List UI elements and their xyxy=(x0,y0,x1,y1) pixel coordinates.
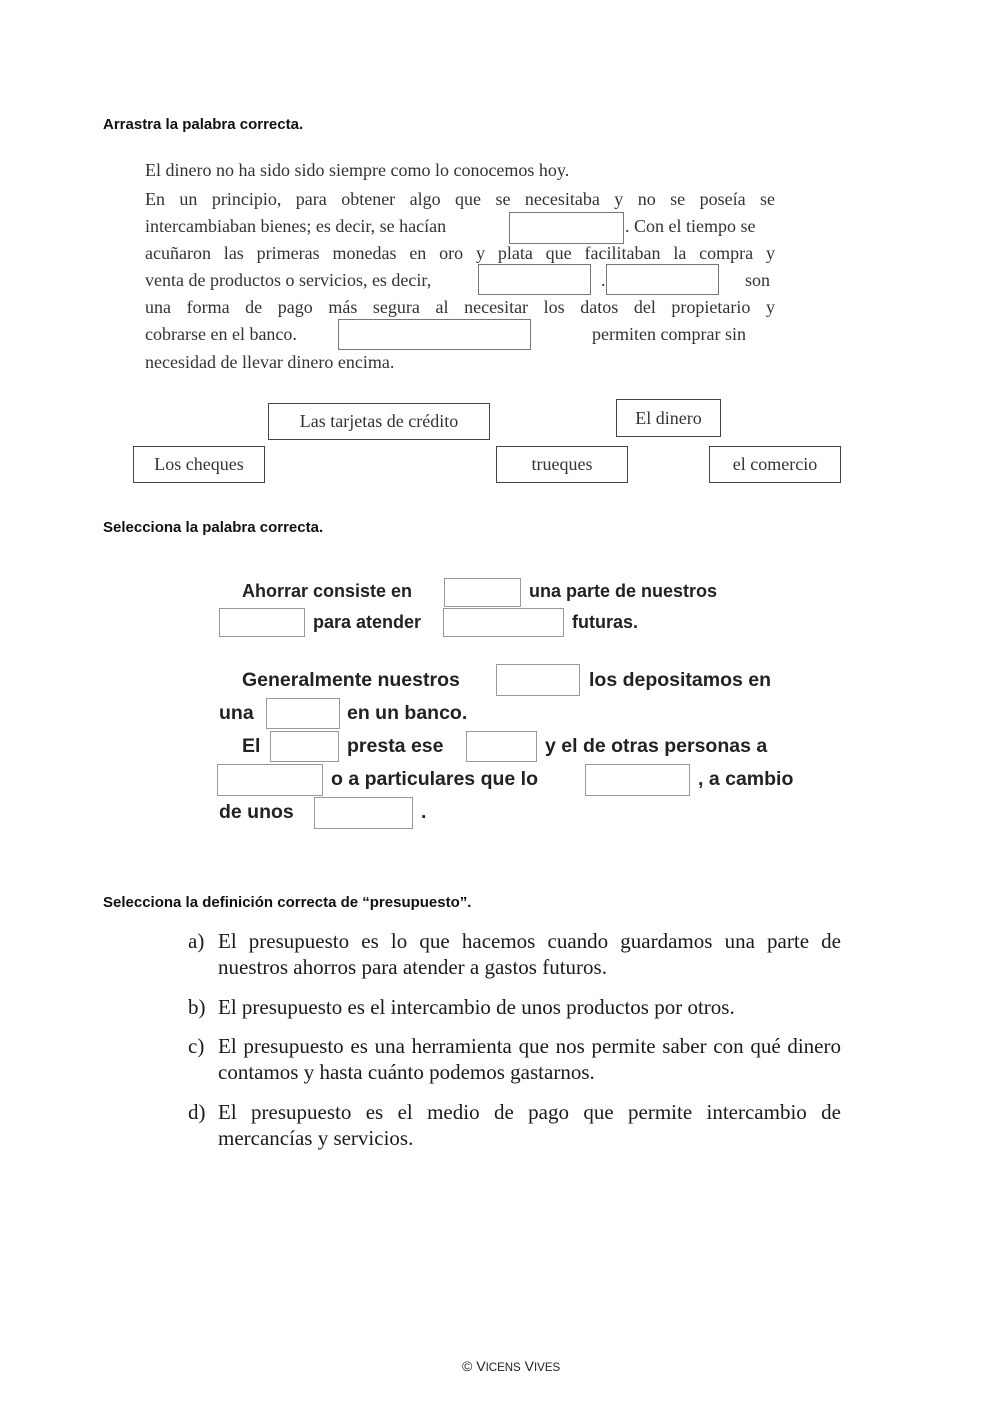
section1-heading: Arrastra la palabra correcta. xyxy=(103,116,304,133)
text-line: permiten comprar sin xyxy=(592,324,746,344)
word-chip-tarjetas[interactable]: Las tarjetas de crédito xyxy=(268,403,490,440)
text-fragment: los depositamos en xyxy=(589,669,772,691)
text-fragment: Generalmente nuestros xyxy=(242,669,460,691)
text-fragment: una parte de nuestros xyxy=(529,581,718,601)
select-8[interactable] xyxy=(217,764,323,796)
option-text: El presupuesto es una herramienta que nos permite saber con qué dinero contamos y hasta cuánto podemos gastarnos. xyxy=(218,1034,841,1084)
brand-v2: V xyxy=(524,1358,534,1374)
select-10[interactable] xyxy=(314,797,413,829)
drop-zone-4[interactable] xyxy=(338,319,531,350)
select-3[interactable] xyxy=(443,608,564,637)
copyright-symbol: © xyxy=(462,1358,473,1374)
option-letter: d) xyxy=(188,1100,206,1124)
text-fragment: . xyxy=(421,801,427,823)
select-5[interactable] xyxy=(266,698,340,729)
word-chip-cheques[interactable]: Los cheques xyxy=(133,446,265,483)
option-d[interactable] xyxy=(188,1099,848,1153)
word-chip-el-dinero[interactable]: El dinero xyxy=(616,399,721,437)
select-4[interactable] xyxy=(496,664,580,696)
text-fragment: de unos xyxy=(219,801,294,823)
option-text: El presupuesto es el intercambio de unos productos por otros. xyxy=(218,995,735,1019)
text-line: . Con el tiempo se xyxy=(625,216,756,236)
select-9[interactable] xyxy=(585,764,690,796)
text-line: En un principio, para obtener algo que se necesitaba y no se poseía se xyxy=(145,189,775,209)
text-line: . xyxy=(601,270,606,290)
brand-v: V xyxy=(476,1358,486,1374)
option-b[interactable] xyxy=(188,994,848,1022)
text-line: acuñaron las primeras monedas en oro y plata que facilitaban la compra y xyxy=(145,243,775,263)
option-letter: b) xyxy=(188,995,206,1019)
text-fragment: en un banco. xyxy=(347,702,468,724)
select-7[interactable] xyxy=(466,731,537,762)
select-6[interactable] xyxy=(270,731,339,762)
text-fragment: una xyxy=(219,702,254,724)
option-letter: c) xyxy=(188,1034,205,1058)
word-chip-trueques[interactable]: trueques xyxy=(496,446,628,483)
drop-zone-2[interactable] xyxy=(478,264,591,295)
text-line: El dinero no ha sido sido siempre como lo conocemos hoy. xyxy=(145,160,570,180)
drop-zone-3[interactable] xyxy=(606,264,719,295)
text-line: venta de productos o servicios, es decir, xyxy=(145,270,432,290)
option-c[interactable] xyxy=(188,1033,848,1087)
option-text: El presupuesto es el medio de pago que permite intercambio de mercancías y servicios. xyxy=(218,1100,841,1150)
drop-zone-1[interactable] xyxy=(509,212,624,244)
brand-ives: IVES xyxy=(533,1362,561,1374)
text-fragment: y el de otras personas a xyxy=(545,735,768,757)
section2-heading: Selecciona la palabra correcta. xyxy=(103,519,324,536)
text-line: una forma de pago más segura al necesitar los datos del propietario y xyxy=(145,297,775,317)
text-line: cobrarse en el banco. xyxy=(145,324,297,344)
word-chip-comercio[interactable]: el comercio xyxy=(709,446,841,483)
text-fragment: o a particulares que lo xyxy=(331,768,538,790)
text-line: intercambiaban bienes; es decir, se hacían xyxy=(145,216,447,236)
text-fragment: Ahorrar consiste en xyxy=(242,581,413,601)
copyright-footer xyxy=(462,1358,560,1374)
text-fragment: presta ese xyxy=(347,735,444,757)
text-line: son xyxy=(745,270,771,290)
option-a[interactable] xyxy=(188,928,848,982)
option-letter: a) xyxy=(188,929,205,953)
select-1[interactable] xyxy=(444,578,521,607)
section3-heading: Selecciona la definición correcta de “presupuesto”. xyxy=(103,894,472,911)
brand-icens: ICENS xyxy=(485,1362,521,1374)
select-2[interactable] xyxy=(219,608,305,637)
option-text: El presupuesto es lo que hacemos cuando guardamos una parte de nuestros ahorros para atender a gastos futuros. xyxy=(218,929,841,979)
text-fragment: futuras. xyxy=(572,612,639,632)
text-fragment: , a cambio xyxy=(698,768,794,790)
text-fragment: El xyxy=(242,735,261,757)
text-fragment: para atender xyxy=(313,612,422,632)
text-line: necesidad de llevar dinero encima. xyxy=(145,352,395,372)
